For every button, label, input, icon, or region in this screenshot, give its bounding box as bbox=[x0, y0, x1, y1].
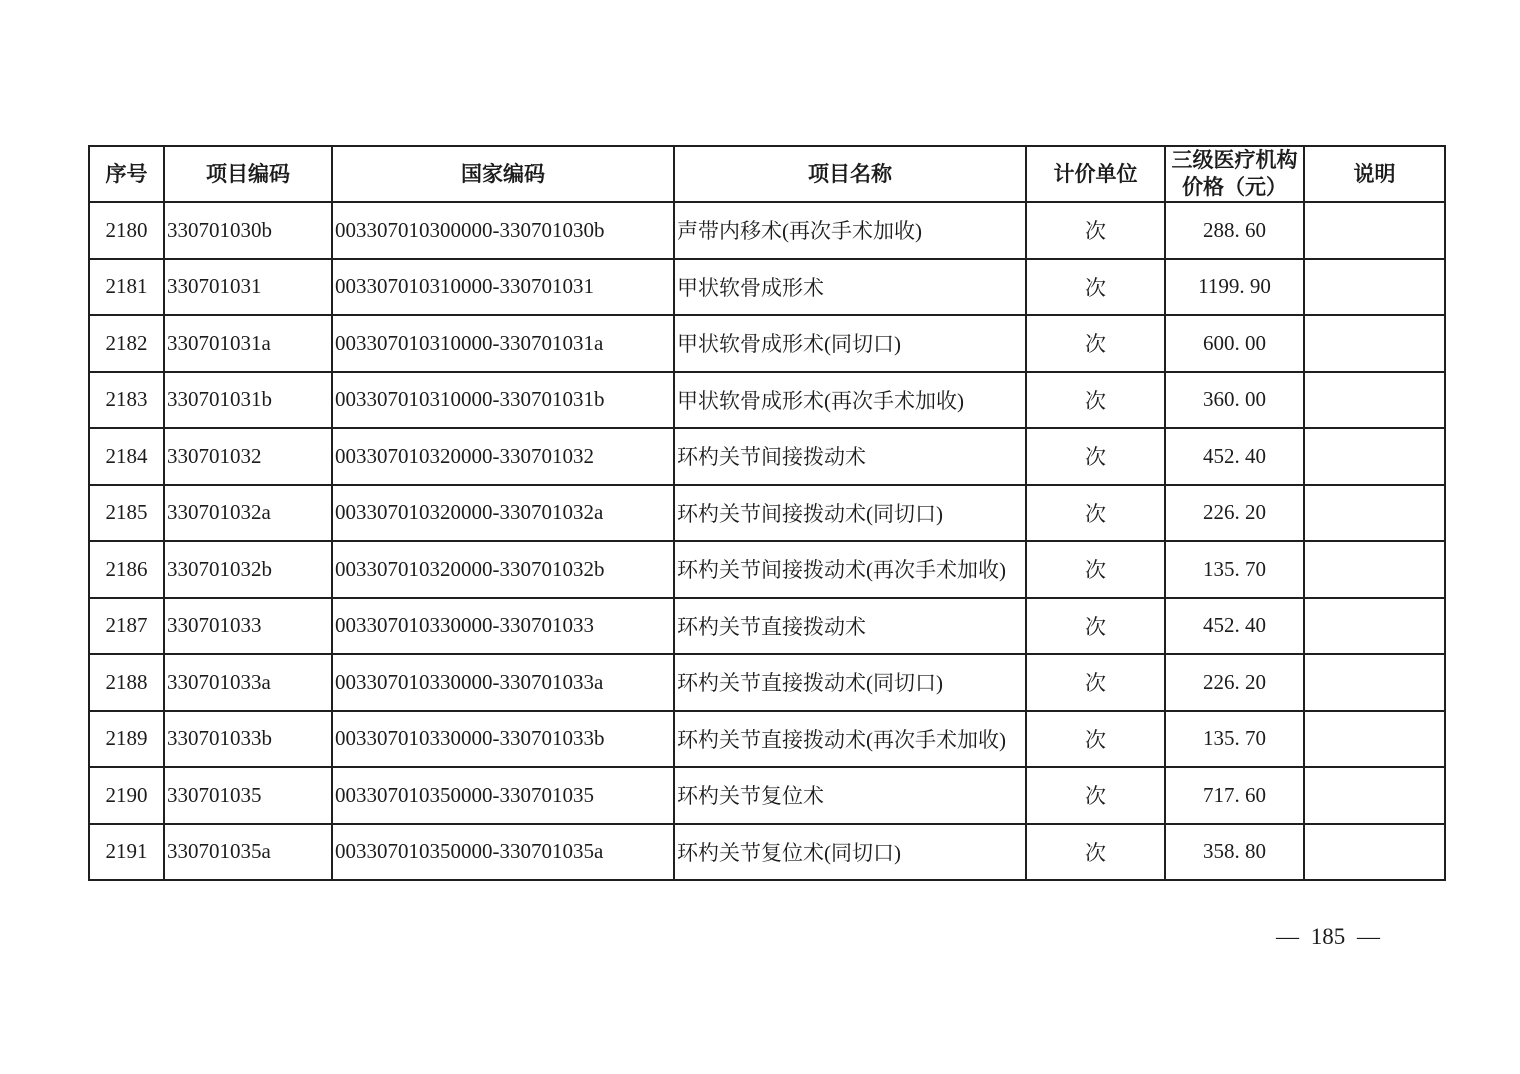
cell-item-code: 330701032b bbox=[164, 541, 332, 598]
cell-item-code: 330701033 bbox=[164, 598, 332, 655]
cell-unit: 次 bbox=[1026, 654, 1165, 711]
table-row bbox=[89, 259, 1445, 316]
cell-item-name: 环杓关节间接拨动术 bbox=[674, 428, 1026, 485]
col-header-seq: 序号 bbox=[89, 146, 164, 202]
table-row bbox=[89, 654, 1445, 711]
cell-note bbox=[1304, 428, 1445, 485]
cell-price: 717. 60 bbox=[1165, 767, 1304, 824]
cell-unit: 次 bbox=[1026, 259, 1165, 316]
cell-seq: 2182 bbox=[89, 315, 164, 372]
cell-national-code: 003307010330000-330701033a bbox=[332, 654, 674, 711]
cell-unit: 次 bbox=[1026, 202, 1165, 259]
cell-price: 360. 00 bbox=[1165, 372, 1304, 429]
cell-price: 288. 60 bbox=[1165, 202, 1304, 259]
cell-item-code: 330701033a bbox=[164, 654, 332, 711]
cell-price: 226. 20 bbox=[1165, 654, 1304, 711]
table-row bbox=[89, 372, 1445, 429]
cell-note bbox=[1304, 372, 1445, 429]
cell-note bbox=[1304, 654, 1445, 711]
cell-national-code: 003307010310000-330701031 bbox=[332, 259, 674, 316]
cell-note bbox=[1304, 598, 1445, 655]
cell-national-code: 003307010320000-330701032a bbox=[332, 485, 674, 542]
cell-seq: 2184 bbox=[89, 428, 164, 485]
cell-national-code: 003307010320000-330701032 bbox=[332, 428, 674, 485]
cell-item-code: 330701031b bbox=[164, 372, 332, 429]
cell-price: 452. 40 bbox=[1165, 428, 1304, 485]
cell-price: 452. 40 bbox=[1165, 598, 1304, 655]
price-table bbox=[88, 145, 1446, 881]
table-row bbox=[89, 202, 1445, 259]
cell-national-code: 003307010310000-330701031b bbox=[332, 372, 674, 429]
cell-seq: 2183 bbox=[89, 372, 164, 429]
cell-seq: 2185 bbox=[89, 485, 164, 542]
cell-price: 226. 20 bbox=[1165, 485, 1304, 542]
cell-seq: 2190 bbox=[89, 767, 164, 824]
cell-unit: 次 bbox=[1026, 824, 1165, 881]
col-header-item-name: 项目名称 bbox=[674, 146, 1026, 202]
cell-item-name: 甲状软骨成形术(再次手术加收) bbox=[674, 372, 1026, 429]
cell-item-name: 环杓关节直接拨动术(再次手术加收) bbox=[674, 711, 1026, 768]
cell-national-code: 003307010350000-330701035 bbox=[332, 767, 674, 824]
cell-national-code: 003307010330000-330701033 bbox=[332, 598, 674, 655]
table-row bbox=[89, 315, 1445, 372]
cell-unit: 次 bbox=[1026, 372, 1165, 429]
cell-note bbox=[1304, 541, 1445, 598]
cell-item-name: 声带内移术(再次手术加收) bbox=[674, 202, 1026, 259]
cell-item-code: 330701031a bbox=[164, 315, 332, 372]
cell-item-code: 330701031 bbox=[164, 259, 332, 316]
cell-unit: 次 bbox=[1026, 428, 1165, 485]
cell-unit: 次 bbox=[1026, 485, 1165, 542]
cell-price: 600. 00 bbox=[1165, 315, 1304, 372]
table-row bbox=[89, 485, 1445, 542]
table-row bbox=[89, 824, 1445, 881]
cell-note bbox=[1304, 824, 1445, 881]
cell-item-name: 环杓关节复位术(同切口) bbox=[674, 824, 1026, 881]
cell-note bbox=[1304, 767, 1445, 824]
cell-seq: 2191 bbox=[89, 824, 164, 881]
cell-note bbox=[1304, 202, 1445, 259]
cell-seq: 2187 bbox=[89, 598, 164, 655]
cell-item-code: 330701030b bbox=[164, 202, 332, 259]
cell-item-name: 环杓关节直接拨动术(同切口) bbox=[674, 654, 1026, 711]
cell-seq: 2188 bbox=[89, 654, 164, 711]
cell-note bbox=[1304, 315, 1445, 372]
col-header-price-line2: 价格（元） bbox=[1182, 175, 1287, 199]
col-header-price-line1: 三级医疗机构 bbox=[1171, 148, 1298, 172]
col-header-unit: 计价单位 bbox=[1026, 146, 1165, 202]
cell-national-code: 003307010330000-330701033b bbox=[332, 711, 674, 768]
cell-item-name: 甲状软骨成形术(同切口) bbox=[674, 315, 1026, 372]
cell-seq: 2181 bbox=[89, 259, 164, 316]
cell-item-code: 330701033b bbox=[164, 711, 332, 768]
cell-item-code: 330701035a bbox=[164, 824, 332, 881]
col-header-price bbox=[1165, 146, 1304, 202]
cell-item-code: 330701035 bbox=[164, 767, 332, 824]
cell-price: 135. 70 bbox=[1165, 711, 1304, 768]
table-row bbox=[89, 428, 1445, 485]
cell-note bbox=[1304, 259, 1445, 316]
cell-seq: 2189 bbox=[89, 711, 164, 768]
cell-unit: 次 bbox=[1026, 767, 1165, 824]
cell-price: 135. 70 bbox=[1165, 541, 1304, 598]
cell-item-name: 甲状软骨成形术 bbox=[674, 259, 1026, 316]
cell-item-name: 环杓关节间接拨动术(再次手术加收) bbox=[674, 541, 1026, 598]
cell-seq: 2180 bbox=[89, 202, 164, 259]
page-number: — 185 — bbox=[1276, 924, 1380, 949]
cell-unit: 次 bbox=[1026, 711, 1165, 768]
cell-unit: 次 bbox=[1026, 598, 1165, 655]
table-row bbox=[89, 598, 1445, 655]
cell-item-name: 环杓关节间接拨动术(同切口) bbox=[674, 485, 1026, 542]
cell-national-code: 003307010320000-330701032b bbox=[332, 541, 674, 598]
table-row bbox=[89, 541, 1445, 598]
cell-item-code: 330701032 bbox=[164, 428, 332, 485]
cell-national-code: 003307010300000-330701030b bbox=[332, 202, 674, 259]
table-row bbox=[89, 711, 1445, 768]
cell-seq: 2186 bbox=[89, 541, 164, 598]
table-row bbox=[89, 767, 1445, 824]
col-header-national-code: 国家编码 bbox=[332, 146, 674, 202]
cell-item-code: 330701032a bbox=[164, 485, 332, 542]
header-row bbox=[89, 146, 1445, 202]
col-header-item-code: 项目编码 bbox=[164, 146, 332, 202]
cell-note bbox=[1304, 485, 1445, 542]
cell-item-name: 环杓关节复位术 bbox=[674, 767, 1026, 824]
cell-national-code: 003307010310000-330701031a bbox=[332, 315, 674, 372]
cell-price: 358. 80 bbox=[1165, 824, 1304, 881]
cell-unit: 次 bbox=[1026, 315, 1165, 372]
col-header-note: 说明 bbox=[1304, 146, 1445, 202]
cell-national-code: 003307010350000-330701035a bbox=[332, 824, 674, 881]
cell-note bbox=[1304, 711, 1445, 768]
cell-price: 1199. 90 bbox=[1165, 259, 1304, 316]
cell-item-name: 环杓关节直接拨动术 bbox=[674, 598, 1026, 655]
cell-unit: 次 bbox=[1026, 541, 1165, 598]
